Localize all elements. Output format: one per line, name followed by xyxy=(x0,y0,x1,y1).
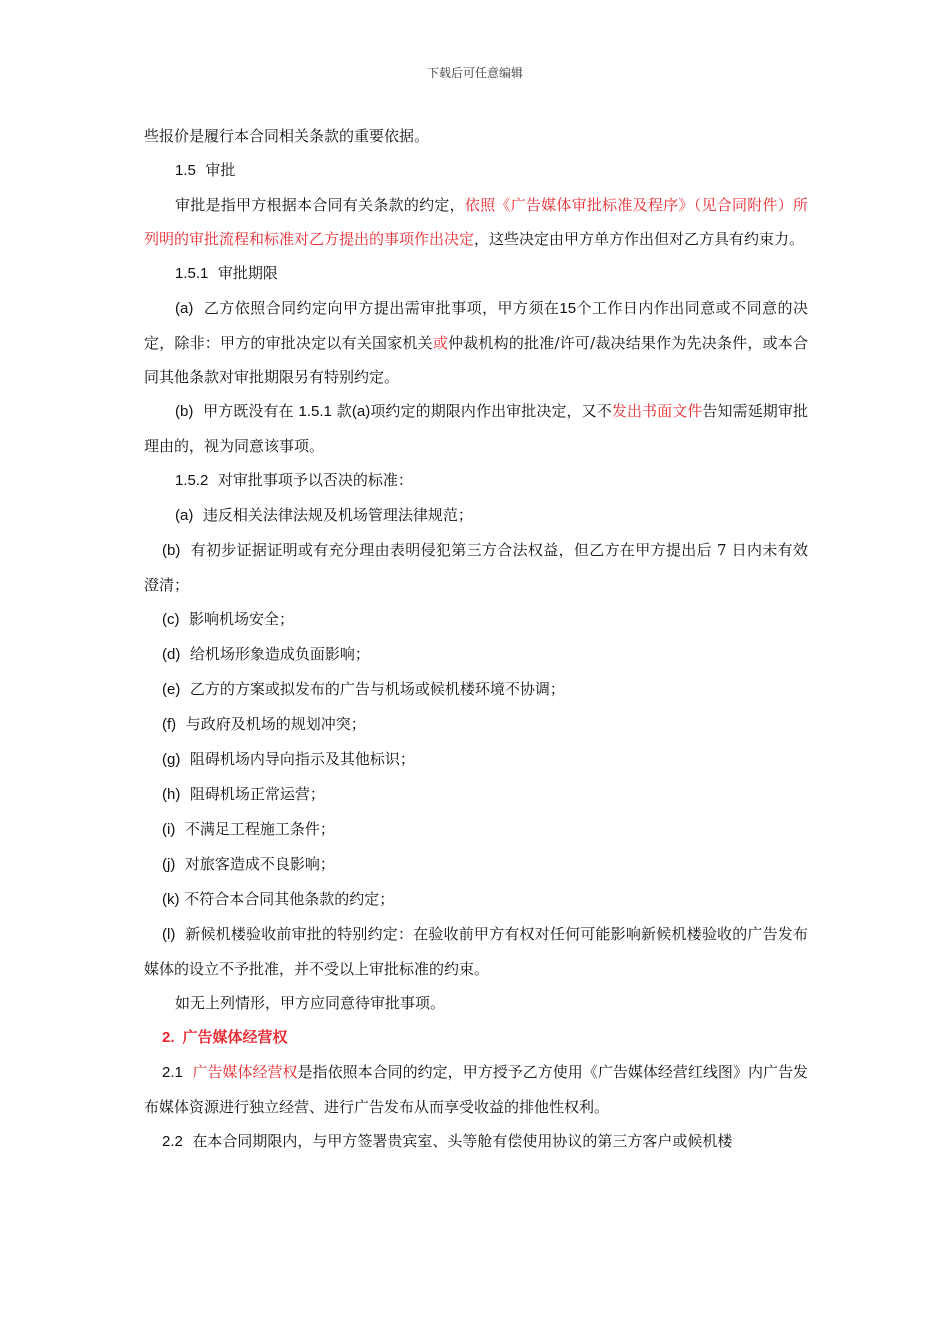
text-run: 仲裁机构的批准/许可/裁决结果作为先决条件，或本合同其他条款对审批期限另有特别约定。 xyxy=(144,334,808,386)
item-text: 不满足工程施工条件； xyxy=(184,820,335,838)
text-run: 在本合同期限内，与甲方签署贵宾室、头等舱有偿使用协议的第三方客户或候机楼 xyxy=(192,1132,733,1150)
item-mark: (a) xyxy=(175,507,194,524)
list-item xyxy=(144,812,808,847)
section-2-heading xyxy=(144,1020,808,1055)
section-number: 2. xyxy=(162,1029,175,1046)
item-mark: (k) xyxy=(162,891,180,908)
section-1-5-heading xyxy=(144,153,808,188)
list-item xyxy=(144,917,808,986)
item-mark: (d) xyxy=(162,646,181,663)
paragraph-default-approval: 如无上列情形，甲方应同意待审批事项。 xyxy=(175,994,446,1012)
item-mark: (e) xyxy=(162,681,181,698)
item-mark: (i) xyxy=(162,821,176,838)
item-mark: (a) xyxy=(175,300,194,317)
section-title: 对审批事项予以否决的标准： xyxy=(217,471,413,489)
highlight-text: 依照《广告媒体审批标准及程序》（见合同附件）所列明的审批流程和标准对乙方提出的事项作出决定 xyxy=(144,196,808,248)
list-item xyxy=(144,847,808,882)
highlight-text: 广告媒体经营权 xyxy=(192,1063,298,1081)
document-body xyxy=(144,119,808,1159)
paragraph-continued: 些报价是履行本合同相关条款的重要依据。 xyxy=(144,127,430,145)
section-title: 广告媒体经营权 xyxy=(182,1028,288,1046)
section-title: 审批期限 xyxy=(217,264,278,282)
item-mark: (f) xyxy=(162,716,177,733)
text-run: ，这些决定由甲方单方作出但对乙方具有约束力。 xyxy=(474,230,805,248)
paragraph-2-2 xyxy=(144,1124,808,1159)
section-1-5-2-heading xyxy=(144,463,808,498)
paragraph-1-5-1-b xyxy=(144,394,808,463)
list-item xyxy=(144,707,808,742)
highlight-text: 或 xyxy=(432,334,449,352)
section-1-5-1-heading xyxy=(144,256,808,291)
text-run: 审批是指甲方根据本合同有关条款的约定， xyxy=(175,196,465,214)
section-number: 1.5 xyxy=(175,162,196,179)
paragraph-1-5-1-a xyxy=(144,291,808,394)
item-text: 阻碍机场内导向指示及其他标识； xyxy=(189,750,415,768)
list-item xyxy=(144,602,808,637)
section-number: 1.5.2 xyxy=(175,472,209,489)
item-text: 影响机场安全； xyxy=(189,610,295,628)
number-run: 15 xyxy=(559,300,577,317)
item-mark: (b) xyxy=(162,542,181,559)
highlight-text: 发出书面文件 xyxy=(611,402,703,420)
list-item xyxy=(144,777,808,812)
item-mark: (b) xyxy=(175,403,194,420)
item-text: 不符合本合同其他条款的约定； xyxy=(184,890,395,908)
list-item xyxy=(144,533,808,602)
list-item xyxy=(144,882,808,917)
item-text: 新候机楼验收前审批的特别约定：在验收前甲方有权对任何可能影响新候机楼验收的广告发布媒体的设立不予批准，并不受以上审批标准的约束。 xyxy=(144,925,808,978)
item-text: 与政府及机场的规划冲突； xyxy=(185,715,366,733)
text-run: 是指依照本合同的约定，甲方授予乙方使用《广告媒体经营红线图》内广告发布媒体资源进行独立经营、进行广告发布从而享受收益的排他性权利。 xyxy=(144,1063,808,1116)
number-run: 1.5.1 xyxy=(298,403,332,420)
page-header: 下载后可任意编辑 xyxy=(426,66,523,80)
text-run: 项约定的期限内作出审批决定，又不 xyxy=(370,402,612,420)
item-text: 对旅客造成不良影响； xyxy=(184,855,335,873)
paragraph-2-1 xyxy=(144,1055,808,1124)
item-mark: (g) xyxy=(162,751,181,768)
text-run: 款 xyxy=(336,402,352,420)
item-text: 给机场形象造成负面影响； xyxy=(189,645,370,663)
text-run: 个工作日内作出同意或不同意的决定，除非：甲方的审批决定以有关国家机关 xyxy=(144,299,808,352)
section-number: 1.5.1 xyxy=(175,265,209,282)
item-mark: (l) xyxy=(162,926,176,943)
list-item xyxy=(144,742,808,777)
item-mark: (c) xyxy=(162,611,180,628)
section-title: 审批 xyxy=(205,161,236,179)
item-mark: (h) xyxy=(162,786,181,803)
list-item xyxy=(144,672,808,707)
text-run: 告知需延期审批理由的，视为同意该事项。 xyxy=(144,402,808,455)
text-run: 乙方依照合同约定向甲方提出需审批事项，甲方须在 xyxy=(203,299,560,317)
section-number: 2.2 xyxy=(162,1133,183,1150)
item-text: 阻碍机场正常运营； xyxy=(189,785,325,803)
item-text: 乙方的方案或拟发布的广告与机场或候机楼环境不协调； xyxy=(189,680,565,698)
list-item xyxy=(144,498,808,533)
list-item xyxy=(144,637,808,672)
item-text: 违反相关法律法规及机场管理法律规范； xyxy=(202,506,473,524)
text-run: 甲方既没有在 xyxy=(203,402,294,420)
section-number: 2.1 xyxy=(162,1064,183,1081)
paragraph-approval-definition xyxy=(144,188,808,256)
item-mark: (j) xyxy=(162,856,176,873)
item-text: 有初步证据证明或有充分理由表明侵犯第三方合法权益，但乙方在甲方提出后 7 日内未有效澄清； xyxy=(144,541,808,594)
item-mark: (a) xyxy=(351,403,371,420)
